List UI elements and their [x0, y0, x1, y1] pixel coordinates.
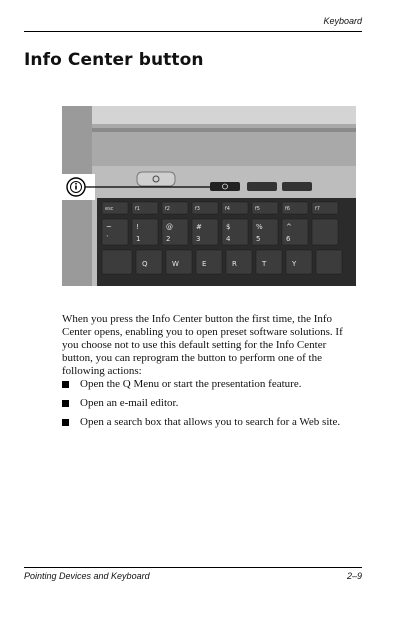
key-4: 4 — [226, 235, 231, 243]
key-1: 1 — [136, 235, 141, 243]
key-f5: f5 — [255, 206, 260, 212]
key-f6: f6 — [285, 206, 290, 212]
list-item: Open the Q Menu or start the presentation feature. — [62, 378, 362, 391]
page-title: Info Center button — [24, 50, 204, 70]
running-footer: Pointing Devices and Keyboard — [24, 571, 150, 581]
key-t: T — [262, 260, 267, 268]
key-5-top: % — [256, 223, 263, 231]
key-6-top: ^ — [286, 223, 292, 231]
key-r: R — [232, 260, 237, 268]
key-y: Y — [292, 260, 297, 268]
key-2: 2 — [166, 235, 171, 243]
key-q: Q — [142, 260, 148, 268]
header-rule — [24, 31, 362, 32]
keyboard-figure — [62, 106, 356, 286]
key-f3: f3 — [195, 206, 200, 212]
list-item: Open a search box that allows you to search for a Web site. — [62, 416, 362, 429]
key-3-top: # — [196, 223, 202, 231]
key-2-top: @ — [166, 223, 173, 231]
body-paragraph: When you press the Info Center button the first time, the Info Center opens, enabling you to open preset software solutions. If you choose not to use this default setting for the Info Center button, you can reprogram the button to perform one of the following actions: — [62, 313, 343, 377]
action-list — [62, 378, 362, 435]
list-item: Open an e-mail editor. — [62, 397, 362, 410]
key-w: W — [172, 260, 179, 268]
key-f2: f2 — [165, 206, 170, 212]
key-f1: f1 — [135, 206, 140, 212]
running-header: Keyboard — [323, 16, 362, 26]
key-esc: esc — [105, 206, 114, 212]
key-1-top: ! — [136, 223, 139, 231]
key-f4: f4 — [225, 206, 230, 212]
page-number: 2–9 — [346, 571, 362, 581]
key-e: E — [202, 260, 207, 268]
key-5: 5 — [256, 235, 261, 243]
bullet-square-icon — [62, 419, 69, 426]
key-f7: f7 — [315, 206, 320, 212]
key-4-top: $ — [226, 223, 231, 231]
footer-rule — [24, 567, 362, 568]
key-backtick: ` — [106, 235, 110, 243]
key-tilde: ~ — [106, 223, 112, 231]
bullet-square-icon — [62, 381, 69, 388]
key-3: 3 — [196, 235, 201, 243]
bullet-square-icon — [62, 400, 69, 407]
key-6: 6 — [286, 235, 291, 243]
